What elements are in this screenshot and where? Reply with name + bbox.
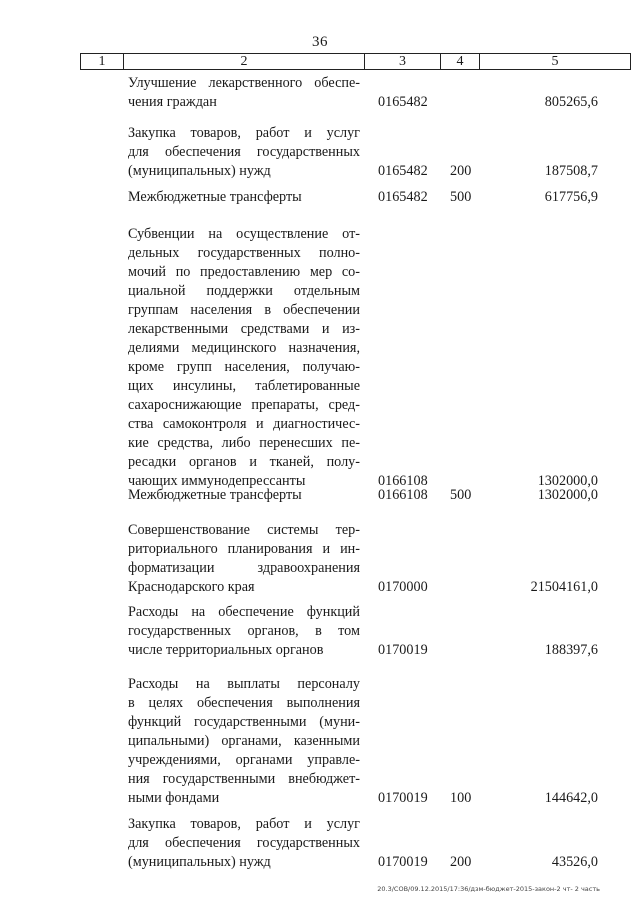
row-description-line: ства самоконтроля и диагностичес-	[128, 416, 360, 432]
row-description	[128, 486, 360, 505]
footer-file-stamp: 20.3/СОВ/09.12.2015/17:36/дзм-бюджет-2015-закон-2 чт- 2 часть	[377, 885, 600, 893]
row-code: 0170019	[378, 642, 428, 658]
row-description	[128, 188, 360, 207]
column-header-5: 5	[480, 54, 631, 70]
row-description-line: риториального планирования и ин-	[128, 541, 360, 557]
row-description-line: сахароснижающие препараты, сред-	[128, 397, 360, 413]
row-description-line: (муниципальных) нужд	[128, 854, 271, 870]
row-description-line: Расходы на выплаты персоналу	[128, 676, 360, 692]
row-description-line: делиями медицинского назначения,	[128, 340, 360, 356]
row-code: 0166108	[378, 473, 428, 489]
row-description-line: для обеспечения государственных	[128, 144, 360, 160]
row-amount: 188397,6	[544, 642, 598, 658]
row-description-line: чающих иммунодепрессанты	[128, 473, 306, 489]
row-expense-type: 500	[450, 487, 472, 503]
row-amount: 187508,7	[544, 163, 598, 179]
row-description	[128, 815, 360, 872]
row-description-line: в целях обеспечения выполнения	[128, 695, 360, 711]
row-description-line: лекарственными средствами и из-	[128, 321, 360, 337]
row-amount: 617756,9	[544, 189, 598, 205]
page-number: 36	[312, 34, 328, 50]
row-code: 0165482	[378, 94, 428, 110]
row-description-line: учреждениями, органами управле-	[128, 752, 360, 768]
column-header-1: 1	[81, 54, 124, 70]
row-description	[128, 74, 360, 112]
row-expense-type: 200	[450, 854, 472, 870]
row-description	[128, 521, 360, 597]
row-amount: 1302000,0	[537, 487, 598, 503]
row-description-line: Закупка товаров, работ и услуг	[128, 816, 360, 832]
row-description-line: кроме групп населения, получаю-	[128, 359, 360, 375]
row-description-line: числе территориальных органов	[128, 642, 324, 658]
row-code: 0170019	[378, 790, 428, 806]
row-description-line: Межбюджетные трансферты	[128, 189, 302, 205]
row-amount: 43526,0	[551, 854, 598, 870]
row-code: 0170000	[378, 579, 428, 595]
row-amount: 1302000,0	[537, 473, 598, 489]
row-description-line: Закупка товаров, работ и услуг	[128, 125, 360, 141]
column-header-4: 4	[441, 54, 480, 70]
column-header-3: 3	[365, 54, 441, 70]
row-expense-type: 500	[450, 189, 472, 205]
row-description-line: Улучшение лекарственного обеспе-	[128, 75, 360, 91]
row-description	[128, 675, 360, 808]
row-description-line: чения граждан	[128, 94, 217, 110]
row-description	[128, 124, 360, 181]
row-code: 0166108	[378, 487, 428, 503]
row-expense-type: 100	[450, 790, 472, 806]
row-description-line: группам населения в обеспечении	[128, 302, 360, 318]
row-description-line: Краснодарского края	[128, 579, 255, 595]
row-amount: 805265,6	[544, 94, 598, 110]
row-amount: 21504161,0	[530, 579, 598, 595]
row-description-line: кие средства, либо перенесших пе-	[128, 435, 360, 451]
row-description-line: для обеспечения государственных	[128, 835, 360, 851]
row-description-line: мочий по предоставлению мер со-	[128, 264, 360, 280]
row-description	[128, 225, 360, 491]
row-description-line: Межбюджетные трансферты	[128, 487, 302, 503]
row-description-line: государственных органов, в том	[128, 623, 360, 639]
row-amount: 144642,0	[544, 790, 598, 806]
row-code: 0170019	[378, 854, 428, 870]
row-description-line: Субвенции на осуществление от-	[128, 226, 360, 242]
row-description-line: ципальными) органами, казенными	[128, 733, 360, 749]
row-description-line: функций государственными (муни-	[128, 714, 360, 730]
row-description-line: ресадки органов и тканей, полу-	[128, 454, 360, 470]
row-description-line: ния государственными внебюджет-	[128, 771, 360, 787]
row-description-line: форматизации здравоохранения	[128, 560, 360, 576]
row-description-line: щих инсулины, таблетированные	[128, 378, 360, 394]
row-code: 0165482	[378, 163, 428, 179]
row-description-line: ными фондами	[128, 790, 220, 806]
row-description-line: (муниципальных) нужд	[128, 163, 271, 179]
column-header-2: 2	[124, 54, 365, 70]
row-description	[128, 603, 360, 660]
row-description-line: Расходы на обеспечение функций	[128, 604, 360, 620]
row-expense-type: 200	[450, 163, 472, 179]
row-description-line: Совершенствование системы тер-	[128, 522, 360, 538]
row-code: 0165482	[378, 189, 428, 205]
row-description-line: циальной поддержки отдельным	[128, 283, 360, 299]
row-description-line: дельных государственных полно-	[128, 245, 360, 261]
